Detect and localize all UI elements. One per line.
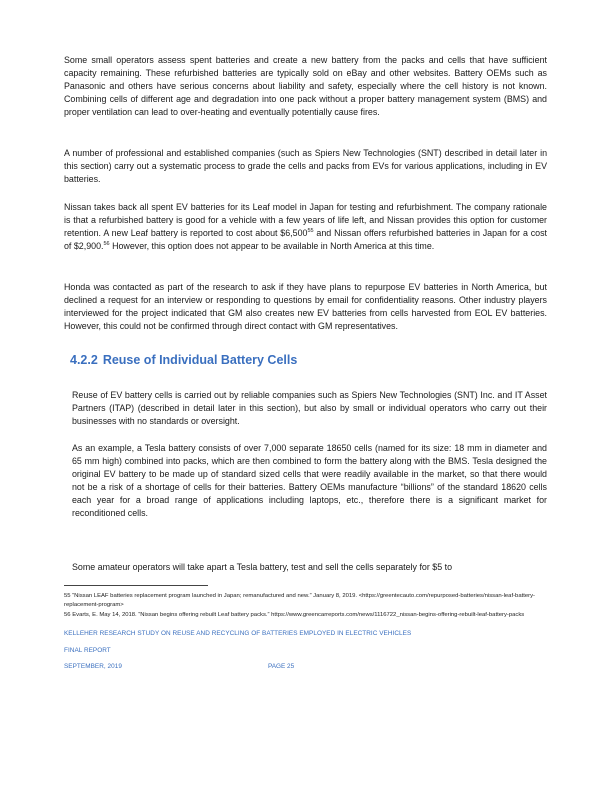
- footnote-55: 55 “Nissan LEAF batteries replacement program launched in Japan; remanufactured and new.” January 8, 2019. <https://greentecauto.com/repurposed-batteries/nissan-leaf-battery-replacement-program>: [64, 593, 536, 608]
- footer-page-number: PAGE 25: [268, 663, 295, 670]
- footer-report: FINAL REPORT: [64, 647, 111, 654]
- paragraph-professional-companies: A number of professional and established companies (such as Spiers New Technologies (SNT) described in detail later in this section) carry out a systematic process to grade the cells and packs from EVs for various applications, including in EV batteries.: [64, 148, 547, 184]
- footnote-divider: [64, 585, 208, 586]
- footnote-56: 56 Evarts, E. May 14, 2018. “Nissan begins offering rebuilt Leaf battery packs.” https://www.greencarreports.com/news/1116722_nissan-begins-offering-rebuilt-leaf-battery-packs: [64, 612, 525, 618]
- footer-date: SEPTEMBER, 2019: [64, 663, 122, 670]
- paragraph-nissan-text-b: and Nissan offers refurbished batteries in Japan for a cost of $2,900.: [64, 227, 547, 251]
- footnote-ref-55[interactable]: 55: [307, 227, 314, 234]
- footnote-ref-56[interactable]: 56: [103, 240, 110, 247]
- paragraph-amateur-operators: Some amateur operators will take apart a Tesla battery, test and sell the cells separately for $5 to: [72, 562, 453, 572]
- paragraph-nissan-text-c: However, this option does not appear to be available in North America at this time.: [109, 240, 435, 251]
- paragraph-nissan-text-a: Nissan takes back all spent EV batteries for its Leaf model in Japan for testing and refurbishment. The company rationale is that a refurbished battery is good for a vehicle with a few years of life left, and Nissan provides this option for customer retention. A new Leaf battery is reported to cost about $6,500: [64, 202, 547, 238]
- section-title: Reuse of Individual Battery Cells: [102, 353, 298, 367]
- paragraph-cell-reuse: Reuse of EV battery cells is carried out by reliable companies such as Spiers New Technologies (SNT) Inc. and IT Asset Partners (ITAP) (described in detail later in this section), but also by small or individual operators who carry out their businesses with no standards or oversight.: [72, 390, 547, 426]
- section-number: 4.2.2: [70, 353, 98, 367]
- section-heading: [70, 353, 297, 367]
- paragraph-tesla-cells: As an example, a Tesla battery consists of over 7,000 separate 18650 cells (named for its size: 18 mm in diameter and 65 mm high) combined into packs, which are then combined to form the battery along with the BMS. Tesla designed the original EV battery to be made up of standard sized cells that were readily available in the market, so that there would not be a risk of a shortage of cells for their batteries. Battery OEMs manufacture “billions” of the standard 18620 cells each year for a broad range of applications including laptops, etc., therefore there is a significant market for reconditioned cells.: [72, 443, 547, 518]
- paragraph-nissan: [64, 201, 547, 253]
- paragraph-honda-gm: Honda was contacted as part of the research to ask if they have plans to repurpose EV batteries in North America, but declined a request for an interview or responding to questions by email for confidentiality reasons. Other industry players interviewed for the project indicated that GM also creates new EV batteries from cells harvested from EOL EV batteries. However, this could not be confirmed through direct contact with GM representatives.: [64, 282, 547, 331]
- footer-title: KELLEHER RESEARCH STUDY ON REUSE AND RECYCLING OF BATTERIES EMPLOYED IN ELECTRIC VEHICLES: [64, 630, 412, 637]
- paragraph-refurbished-batteries: Some small operators assess spent batteries and create a new battery from the packs and cells that have sufficient capacity remaining. These refurbished batteries are typically sold on eBay and other websites. Battery OEMs such as Panasonic and others have serious concerns about liability and safety, especially where the cell history is not known. Combining cells of different age and degradation into one pack without a proper battery management system (BMS) and proper ventilation can lead to over-heating and eventually potentially cause fires.: [64, 55, 547, 117]
